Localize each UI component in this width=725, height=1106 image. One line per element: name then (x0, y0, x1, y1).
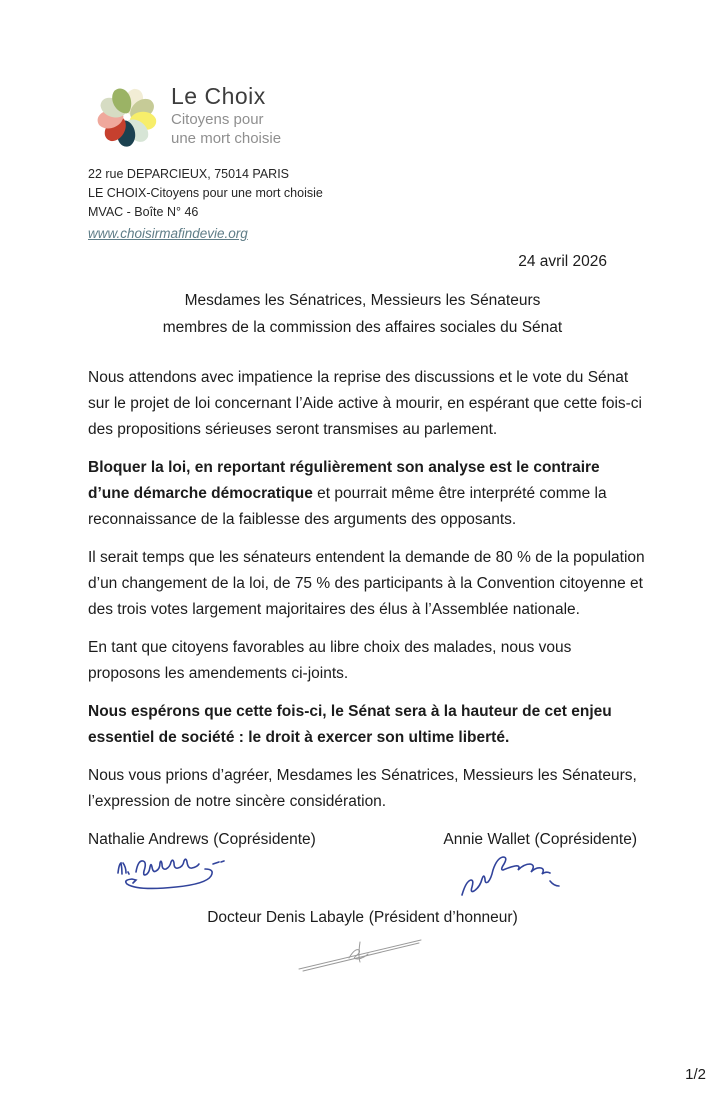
signature-left-name-line (88, 831, 316, 849)
copresident-right-name: Annie Wallet (443, 831, 530, 848)
letter-body (88, 365, 645, 815)
logo-tagline (171, 111, 281, 149)
honorary-president-role: (Président d’honneur) (368, 909, 518, 926)
page-number: 1/2 (685, 1066, 706, 1083)
paragraph-2 (88, 455, 645, 533)
paragraph-4: En tant que citoyens favorables au libre choix des malades, nous vous proposons les amendements ci-joints. (88, 639, 572, 682)
paragraph-1: Nous attendons avec impatience la reprise des discussions et le vote du Sénat sur le projet de loi concernant l’Aide active à mourir, en espérant que cette fois-ci des propositions sérieuses seront transmises au parlement. (88, 369, 642, 438)
address-line-box: MVAC - Boîte N° 46 (88, 205, 199, 219)
letter-page (0, 82, 725, 1106)
paragraph-2-bold: Bloquer la loi, en reportant régulièrement son analyse est le contraire d’une démarche démocratique (88, 459, 600, 502)
logo-tagline-line1: Citoyens pour (171, 111, 264, 129)
honorary-president-name: Docteur Denis Labayle (207, 909, 365, 926)
paragraph-3: Il serait temps que les sénateurs entendent la demande de 80 % de la population d’un changement de la loi, de 75 % des participants à la Convention citoyenne et des trois votes largement majoritaires des élus à l’Assemblée nationale. (88, 549, 645, 618)
address-line-org: LE CHOIX-Citoyens pour une mort choisie (88, 186, 323, 200)
logo-text (171, 82, 281, 149)
paragraph-5: Nous espérons que cette fois-ci, le Sénat sera à la hauteur de cet enjeu essentiel de société : le droit à exercer son ultime liberté. (88, 703, 612, 746)
sender-address-block (88, 165, 725, 244)
copresident-left-name: Nathalie Andrews (88, 831, 209, 848)
website-link[interactable]: www.choisirmafindevie.org (88, 226, 248, 241)
honorary-president-line (0, 909, 725, 927)
signature-wallet-icon (454, 847, 569, 907)
signature-labayle-icon (293, 931, 433, 973)
signature-andrews-icon (110, 851, 240, 901)
handwritten-signatures-row (88, 849, 637, 907)
copresident-left-role: (Coprésidente) (213, 831, 316, 848)
salutation (0, 287, 725, 341)
pinwheel-logo-icon (93, 82, 163, 150)
logo-tagline-line2: une mort choisie (171, 129, 282, 147)
letter-date: 24 avril 2026 (518, 253, 607, 270)
letterhead (93, 82, 725, 150)
salutation-line1: Mesdames les Sénatrices, Messieurs les Sénateurs (184, 292, 541, 309)
address-line-street: 22 rue DEPARCIEUX, 75014 PARIS (88, 167, 290, 181)
paragraph-2-rest: et pourrait même être interprété comme la reconnaissance de la faiblesse des arguments des opposants. (88, 485, 607, 528)
paragraph-6: Nous vous prions d’agréer, Mesdames les Sénatrices, Messieurs les Sénateurs, l’expression de notre sincère considération. (88, 767, 637, 810)
copresident-right-role: (Coprésidente) (534, 831, 637, 848)
logo-title: Le Choix (171, 83, 266, 109)
salutation-line2: membres de la commission des affaires sociales du Sénat (162, 319, 563, 336)
